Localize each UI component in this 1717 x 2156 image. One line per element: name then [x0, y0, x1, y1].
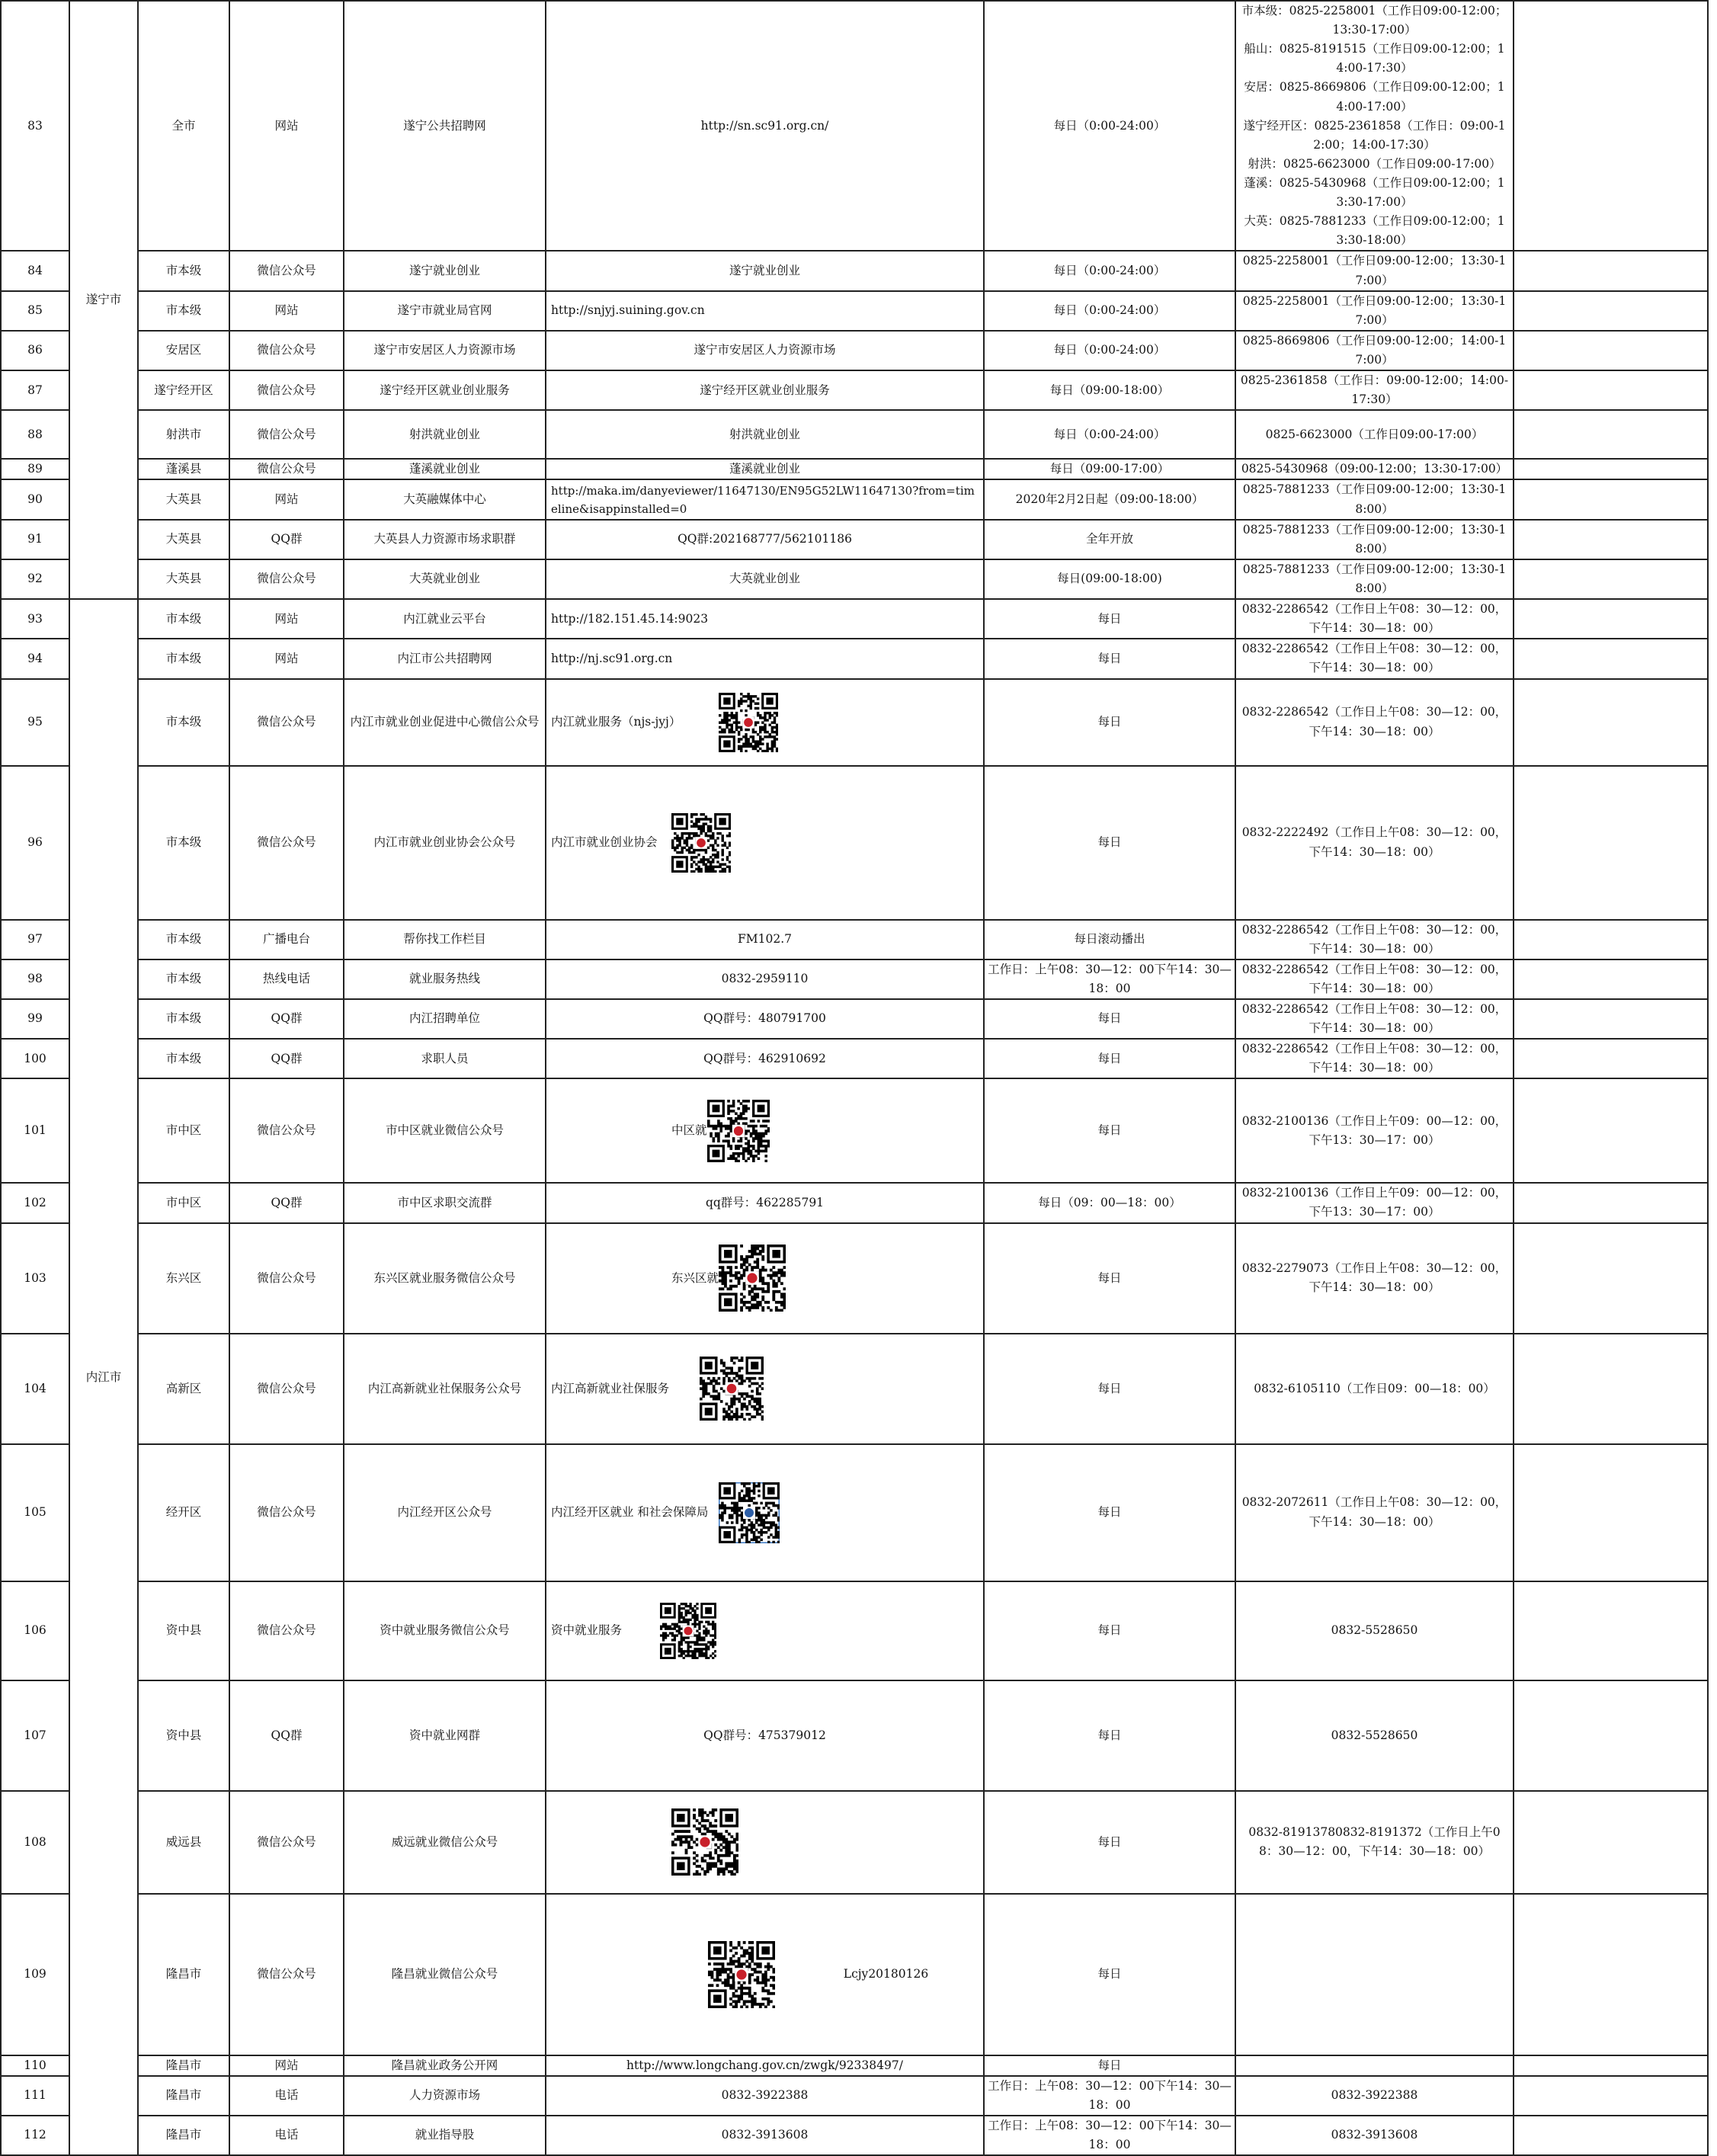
contact-phone-cell: 0832-2286542（工作日上午08：30—12：00，下午14：30—18：00）: [1235, 999, 1514, 1039]
service-type-cell: 微信公众号: [229, 559, 344, 599]
channel-cell: [546, 766, 984, 920]
remarks-cell: [1514, 520, 1708, 559]
remarks-cell: [1514, 639, 1708, 678]
table-row: [1, 1581, 1708, 1680]
channel-cell: QQ群:202168777/562101186: [546, 520, 984, 559]
service-name-cell: 遂宁就业创业: [344, 251, 546, 290]
service-type-cell: 热线电话: [229, 959, 344, 999]
remarks-cell: [1514, 679, 1708, 766]
area-cell: 大英县: [138, 479, 229, 519]
service-time-cell: 每日(09:00-18:00): [984, 559, 1235, 599]
contact-phone-cell: 0832-81913780832-8191372（工作日上午08：30—12：00，下午14：30—18：00）: [1235, 1791, 1514, 1894]
area-cell: 高新区: [138, 1334, 229, 1444]
service-time-cell: 工作日：上午08：30—12：00下午14：30—18：00: [984, 2116, 1235, 2155]
area-cell: 市本级: [138, 291, 229, 331]
contact-phone-cell: 0832-2072611（工作日上午08：30—12：00，下午14：30—18：00）: [1235, 1444, 1514, 1581]
channel-cell: QQ群号：475379012: [546, 1680, 984, 1791]
service-name-cell: 内江高新就业社保服务公众号: [344, 1334, 546, 1444]
qr-code-icon: [671, 1808, 738, 1876]
channel-text: 内江市就业创业协会: [551, 835, 658, 849]
row-number: 90: [1, 479, 69, 519]
area-cell: 射洪市: [138, 410, 229, 459]
service-name-cell: 大英县人力资源市场求职群: [344, 520, 546, 559]
channel-text: 内江经开区就业 和社会保障局: [551, 1505, 709, 1520]
service-name-cell: 隆昌就业政务公开网: [344, 2055, 546, 2076]
contact-phone-cell: 0832-2286542（工作日上午08：30—12：00，下午14：30—18：00）: [1235, 679, 1514, 766]
table-row: [1, 959, 1708, 999]
qr-code-icon: [671, 813, 731, 873]
service-time-cell: 每日: [984, 1581, 1235, 1680]
channel-text: 内江高新就业社保服务: [551, 1381, 670, 1395]
row-number: 107: [1, 1680, 69, 1791]
service-time-cell: 每日滚动播出: [984, 920, 1235, 959]
service-time-cell: 工作日：上午08：30—12：00下午14：30—18：00: [984, 959, 1235, 999]
remarks-cell: [1514, 559, 1708, 599]
service-name-cell: 市中区求职交流群: [344, 1183, 546, 1222]
table-row: [1, 1444, 1708, 1581]
channel-cell: [546, 1791, 984, 1894]
area-cell: 市本级: [138, 679, 229, 766]
channel-cell: [546, 1894, 984, 2055]
row-number: 84: [1, 251, 69, 290]
service-time-cell: 每日: [984, 1039, 1235, 1078]
remarks-cell: [1514, 766, 1708, 920]
table-row: [1, 766, 1708, 920]
area-cell: 市本级: [138, 251, 229, 290]
contact-phone-cell: 0832-2286542（工作日上午08：30—12：00，下午14：30—18：00）: [1235, 920, 1514, 959]
service-type-cell: 网站: [229, 291, 344, 331]
service-type-cell: 微信公众号: [229, 1791, 344, 1894]
remarks-cell: [1514, 1183, 1708, 1222]
remarks-cell: [1514, 920, 1708, 959]
remarks-cell: [1514, 599, 1708, 639]
remarks-cell: [1514, 2116, 1708, 2155]
service-time-cell: 每日: [984, 1791, 1235, 1894]
contact-phone-cell: 0832-2100136（工作日上午09：00—12：00，下午13：30—17：00）: [1235, 1078, 1514, 1183]
service-type-cell: 微信公众号: [229, 766, 344, 920]
remarks-cell: [1514, 1223, 1708, 1334]
qr-code-icon: [708, 1941, 775, 2008]
row-number: 104: [1, 1334, 69, 1444]
area-cell: 大英县: [138, 559, 229, 599]
contact-phone-cell: 0832-2100136（工作日上午09：00—12：00，下午13：30—17：00）: [1235, 1183, 1514, 1222]
contact-phone-cell: 市本级：0825-2258001（工作日09:00-12:00；13:30-17:00） 船山：0825-8191515（工作日09:00-12:00；14:00-17:30） 安居：0825-8669806（工作日09:00-12:00；14:00-17:00） 遂宁经开区：0825-2361858（工作日：09:00-12:00；14:00-17:30） 射洪：0825-6623000（工作日09:00-17:00） 蓬溪：0825-5430968（工作日09:00-12:00；13:30-17:00） 大英：0825-7881233（工作日09:00-12:00；13:30-18:00）: [1235, 1, 1514, 251]
area-cell: 市本级: [138, 639, 229, 678]
contact-phone-cell: 0832-5528650: [1235, 1581, 1514, 1680]
service-time-cell: 全年开放: [984, 520, 1235, 559]
service-type-cell: QQ群: [229, 999, 344, 1039]
contact-phone-cell: 0825-7881233（工作日09:00-12:00；13:30-18:00）: [1235, 559, 1514, 599]
area-cell: 威远县: [138, 1791, 229, 1894]
service-time-cell: 每日: [984, 1078, 1235, 1183]
channel-cell: QQ群号：462910692: [546, 1039, 984, 1078]
service-time-cell: 每日（09:00-18:00）: [984, 370, 1235, 410]
row-number: 99: [1, 999, 69, 1039]
table-row: [1, 1334, 1708, 1444]
table-row: [1, 479, 1708, 519]
row-number: 83: [1, 1, 69, 251]
service-type-cell: 微信公众号: [229, 1078, 344, 1183]
service-name-cell: 内江招聘单位: [344, 999, 546, 1039]
area-cell: 市本级: [138, 599, 229, 639]
table-row: [1, 1078, 1708, 1183]
channel-cell: 蓬溪就业创业: [546, 459, 984, 479]
contact-phone-cell: [1235, 1894, 1514, 2055]
service-name-cell: 内江就业云平台: [344, 599, 546, 639]
service-time-cell: 每日: [984, 1894, 1235, 2055]
area-cell: 东兴区: [138, 1223, 229, 1334]
row-number: 110: [1, 2055, 69, 2076]
service-time-cell: 每日: [984, 1680, 1235, 1791]
service-name-cell: 资中就业网群: [344, 1680, 546, 1791]
table-row: [1, 1183, 1708, 1222]
remarks-cell: [1514, 370, 1708, 410]
row-number: 108: [1, 1791, 69, 1894]
table-row: [1, 1223, 1708, 1334]
service-type-cell: 网站: [229, 639, 344, 678]
row-number: 96: [1, 766, 69, 920]
contact-phone-cell: 0825-5430968（09:00-12:00；13:30-17:00）: [1235, 459, 1514, 479]
channel-cell: 0832-3922388: [546, 2076, 984, 2116]
remarks-cell: [1514, 1078, 1708, 1183]
contact-phone-cell: [1235, 2055, 1514, 2076]
service-time-cell: 每日: [984, 639, 1235, 678]
channel-cell: 遂宁经开区就业创业服务: [546, 370, 984, 410]
service-type-cell: 微信公众号: [229, 1444, 344, 1581]
remarks-cell: [1514, 1680, 1708, 1791]
channel-cell: 大英就业创业: [546, 559, 984, 599]
row-number: 97: [1, 920, 69, 959]
channel-cell: QQ群号：480791700: [546, 999, 984, 1039]
area-cell: 资中县: [138, 1680, 229, 1791]
contact-phone-cell: 0832-3913608: [1235, 2116, 1514, 2155]
table-row: [1, 410, 1708, 459]
service-name-cell: 求职人员: [344, 1039, 546, 1078]
service-name-cell: 就业服务热线: [344, 959, 546, 999]
service-name-cell: 资中就业服务微信公众号: [344, 1581, 546, 1680]
service-time-cell: 每日（0:00-24:00）: [984, 1, 1235, 251]
area-cell: 隆昌市: [138, 1894, 229, 2055]
remarks-cell: [1514, 2055, 1708, 2076]
table-row: [1, 2076, 1708, 2116]
table-row: [1, 291, 1708, 331]
remarks-cell: [1514, 251, 1708, 290]
service-time-cell: 每日（0:00-24:00）: [984, 410, 1235, 459]
row-number: 112: [1, 2116, 69, 2155]
remarks-cell: [1514, 1039, 1708, 1078]
area-cell: 市本级: [138, 920, 229, 959]
row-number: 87: [1, 370, 69, 410]
channel-text: 内江就业服务（njs-jyj）: [551, 714, 681, 729]
service-time-cell: 每日（0:00-24:00）: [984, 251, 1235, 290]
service-name-cell: 内江经开区公众号: [344, 1444, 546, 1581]
area-cell: 市本级: [138, 766, 229, 920]
remarks-cell: [1514, 1444, 1708, 1581]
remarks-cell: [1514, 2076, 1708, 2116]
row-number: 88: [1, 410, 69, 459]
contact-phone-cell: 0832-2222492（工作日上午08：30—12：00，下午14：30—18：00）: [1235, 766, 1514, 920]
channel-text: 东兴区就: [671, 1270, 719, 1285]
service-type-cell: 微信公众号: [229, 1581, 344, 1680]
channel-cell: [546, 1444, 984, 1581]
service-time-cell: 每日: [984, 679, 1235, 766]
table-row: [1, 559, 1708, 599]
table-row: [1, 2055, 1708, 2076]
row-number: 98: [1, 959, 69, 999]
service-time-cell: 每日: [984, 1223, 1235, 1334]
service-time-cell: 每日: [984, 1334, 1235, 1444]
row-number: 85: [1, 291, 69, 331]
service-time-cell: 每日（09：00—18：00）: [984, 1183, 1235, 1222]
qr-code-icon: [660, 1603, 716, 1659]
channel-text: 中区就: [671, 1123, 707, 1138]
table-row: [1, 639, 1708, 678]
remarks-cell: [1514, 959, 1708, 999]
service-name-cell: 东兴区就业服务微信公众号: [344, 1223, 546, 1334]
table-row: [1, 920, 1708, 959]
service-type-cell: 微信公众号: [229, 1334, 344, 1444]
row-number: 89: [1, 459, 69, 479]
contact-phone-cell: 0825-7881233（工作日09:00-12:00；13:30-18:00）: [1235, 520, 1514, 559]
area-cell: 市本级: [138, 959, 229, 999]
remarks-cell: [1514, 331, 1708, 370]
table-row: [1, 459, 1708, 479]
service-name-cell: 蓬溪就业创业: [344, 459, 546, 479]
service-time-cell: 每日（09:00-17:00）: [984, 459, 1235, 479]
channel-cell: 0832-3913608: [546, 2116, 984, 2155]
service-name-cell: 遂宁公共招聘网: [344, 1, 546, 251]
table-row: [1, 1, 1708, 251]
area-cell: 资中县: [138, 1581, 229, 1680]
service-time-cell: 每日（0:00-24:00）: [984, 331, 1235, 370]
area-cell: 隆昌市: [138, 2055, 229, 2076]
table-row: [1, 1791, 1708, 1894]
service-type-cell: QQ群: [229, 1039, 344, 1078]
service-type-cell: QQ群: [229, 1680, 344, 1791]
table-row: [1, 679, 1708, 766]
remarks-cell: [1514, 479, 1708, 519]
channel-cell: [546, 1334, 984, 1444]
service-name-cell: 遂宁经开区就业创业服务: [344, 370, 546, 410]
contact-phone-cell: 0832-6105110（工作日09：00—18：00）: [1235, 1334, 1514, 1444]
row-number: 91: [1, 520, 69, 559]
table-row: [1, 2116, 1708, 2155]
contact-phone-cell: 0825-7881233（工作日09:00-12:00；13:30-18:00）: [1235, 479, 1514, 519]
remarks-cell: [1514, 1791, 1708, 1894]
row-number: 94: [1, 639, 69, 678]
service-type-cell: QQ群: [229, 520, 344, 559]
service-time-cell: 每日: [984, 2055, 1235, 2076]
service-name-cell: 大英融媒体中心: [344, 479, 546, 519]
channel-text: 资中就业服务: [551, 1623, 623, 1638]
service-name-cell: 帮你找工作栏目: [344, 920, 546, 959]
service-type-cell: 电话: [229, 2116, 344, 2155]
table-row: [1, 370, 1708, 410]
contact-phone-cell: 0825-6623000（工作日09:00-17:00）: [1235, 410, 1514, 459]
remarks-cell: [1514, 459, 1708, 479]
channel-cell: http://maka.im/danyeviewer/11647130/EN95G52LW11647130?from=timeline&isappinstalled=0: [546, 479, 984, 519]
channel-cell: 0832-2959110: [546, 959, 984, 999]
service-type-cell: 微信公众号: [229, 1894, 344, 2055]
table-row: [1, 1894, 1708, 2055]
service-type-cell: 微信公众号: [229, 410, 344, 459]
remarks-cell: [1514, 410, 1708, 459]
service-type-cell: 微信公众号: [229, 251, 344, 290]
row-number: 111: [1, 2076, 69, 2116]
service-type-cell: 网站: [229, 599, 344, 639]
channel-cell: FM102.7: [546, 920, 984, 959]
service-time-cell: 每日: [984, 1444, 1235, 1581]
row-number: 101: [1, 1078, 69, 1183]
contact-phone-cell: 0832-5528650: [1235, 1680, 1514, 1791]
service-time-cell: 每日: [984, 599, 1235, 639]
qr-code-icon: [719, 1482, 780, 1543]
area-cell: 大英县: [138, 520, 229, 559]
contact-phone-cell: 0832-3922388: [1235, 2076, 1514, 2116]
area-cell: 市中区: [138, 1078, 229, 1183]
service-time-cell: 工作日：上午08：30—12：00下午14：30—18：00: [984, 2076, 1235, 2116]
contact-phone-cell: 0832-2286542（工作日上午08：30—12：00，下午14：30—18：00）: [1235, 639, 1514, 678]
table-row: [1, 599, 1708, 639]
service-type-cell: 微信公众号: [229, 1223, 344, 1334]
city-cell: 内江市: [69, 599, 138, 2155]
contact-phone-cell: 0825-2258001（工作日09:00-12:00；13:30-17:00）: [1235, 251, 1514, 290]
channel-cell: http://182.151.45.14:9023: [546, 599, 984, 639]
service-type-cell: QQ群: [229, 1183, 344, 1222]
area-cell: 全市: [138, 1, 229, 251]
row-number: 92: [1, 559, 69, 599]
service-name-cell: 大英就业创业: [344, 559, 546, 599]
channel-cell: http://sn.sc91.org.cn/: [546, 1, 984, 251]
service-name-cell: 隆昌就业微信公众号: [344, 1894, 546, 2055]
service-type-cell: 广播电台: [229, 920, 344, 959]
row-number: 103: [1, 1223, 69, 1334]
table-row: [1, 331, 1708, 370]
table-row: [1, 520, 1708, 559]
table-row: [1, 1680, 1708, 1791]
service-name-cell: 射洪就业创业: [344, 410, 546, 459]
service-name-cell: 遂宁市就业局官网: [344, 291, 546, 331]
channel-cell: [546, 679, 984, 766]
service-name-cell: 内江市就业创业协会公众号: [344, 766, 546, 920]
channel-cell: [546, 1581, 984, 1680]
service-type-cell: 网站: [229, 2055, 344, 2076]
remarks-cell: [1514, 1334, 1708, 1444]
row-number: 86: [1, 331, 69, 370]
remarks-cell: [1514, 1, 1708, 251]
channel-cell: http://snjyj.suining.gov.cn: [546, 291, 984, 331]
channel-cell: 射洪就业创业: [546, 410, 984, 459]
table-row: [1, 1039, 1708, 1078]
service-type-cell: 微信公众号: [229, 331, 344, 370]
channel-cell: http://nj.sc91.org.cn: [546, 639, 984, 678]
contact-phone-cell: 0832-2286542（工作日上午08：30—12：00，下午14：30—18：00）: [1235, 959, 1514, 999]
service-type-cell: 微信公众号: [229, 679, 344, 766]
table-row: [1, 999, 1708, 1039]
remarks-cell: [1514, 999, 1708, 1039]
remarks-cell: [1514, 1581, 1708, 1680]
remarks-cell: [1514, 1894, 1708, 2055]
contact-phone-cell: 0825-2258001（工作日09:00-12:00；13:30-17:00）: [1235, 291, 1514, 331]
service-name-cell: 威远就业微信公众号: [344, 1791, 546, 1894]
area-cell: 遂宁经开区: [138, 370, 229, 410]
row-number: 95: [1, 679, 69, 766]
channel-cell: qq群号：462285791: [546, 1183, 984, 1222]
area-cell: 经开区: [138, 1444, 229, 1581]
channel-cell: [546, 1078, 984, 1183]
row-number: 93: [1, 599, 69, 639]
channel-cell: 遂宁市安居区人力资源市场: [546, 331, 984, 370]
service-name-cell: 内江市就业创业促进中心微信公众号: [344, 679, 546, 766]
table-row: [1, 251, 1708, 290]
remarks-cell: [1514, 291, 1708, 331]
row-number: 109: [1, 1894, 69, 2055]
area-cell: 市本级: [138, 1039, 229, 1078]
area-cell: 隆昌市: [138, 2076, 229, 2116]
service-time-cell: 2020年2月2日起（09:00-18:00）: [984, 479, 1235, 519]
service-name-cell: 就业指导股: [344, 2116, 546, 2155]
contact-phone-cell: 0825-8669806（工作日09:00-12:00；14:00-17:00）: [1235, 331, 1514, 370]
contact-phone-cell: 0832-2286542（工作日上午08：30—12：00，下午14：30—18：00）: [1235, 599, 1514, 639]
service-name-cell: 市中区就业微信公众号: [344, 1078, 546, 1183]
contact-phone-cell: 0825-2361858（工作日：09:00-12:00；14:00-17:30）: [1235, 370, 1514, 410]
service-type-cell: 网站: [229, 479, 344, 519]
service-type-cell: 微信公众号: [229, 459, 344, 479]
service-type-cell: 微信公众号: [229, 370, 344, 410]
service-name-cell: 内江市公共招聘网: [344, 639, 546, 678]
area-cell: 蓬溪县: [138, 459, 229, 479]
qr-code-icon: [707, 1100, 770, 1162]
contact-phone-cell: 0832-2286542（工作日上午08：30—12：00，下午14：30—18：00）: [1235, 1039, 1514, 1078]
area-cell: 安居区: [138, 331, 229, 370]
service-time-cell: 每日: [984, 766, 1235, 920]
channel-cell: [546, 1223, 984, 1334]
service-type-cell: 电话: [229, 2076, 344, 2116]
qr-code-icon: [719, 1245, 786, 1312]
row-number: 105: [1, 1444, 69, 1581]
qr-code-icon: [700, 1357, 764, 1421]
service-time-cell: 每日: [984, 999, 1235, 1039]
area-cell: 市中区: [138, 1183, 229, 1222]
qr-code-icon: [719, 693, 778, 752]
row-number: 106: [1, 1581, 69, 1680]
channel-cell: http://www.longchang.gov.cn/zwgk/92338497/: [546, 2055, 984, 2076]
service-time-cell: 每日（0:00-24:00）: [984, 291, 1235, 331]
city-cell: 遂宁市: [69, 1, 138, 599]
service-name-cell: 人力资源市场: [344, 2076, 546, 2116]
area-cell: 隆昌市: [138, 2116, 229, 2155]
service-name-cell: 遂宁市安居区人力资源市场: [344, 331, 546, 370]
contact-phone-cell: 0832-2279073（工作日上午08：30—12：00，下午14：30—18：00）: [1235, 1223, 1514, 1334]
service-type-cell: 网站: [229, 1, 344, 251]
channel-text: Lcjy20180126: [843, 1967, 929, 1981]
area-cell: 市本级: [138, 999, 229, 1039]
channel-cell: 遂宁就业创业: [546, 251, 984, 290]
row-number: 100: [1, 1039, 69, 1078]
row-number: 102: [1, 1183, 69, 1222]
